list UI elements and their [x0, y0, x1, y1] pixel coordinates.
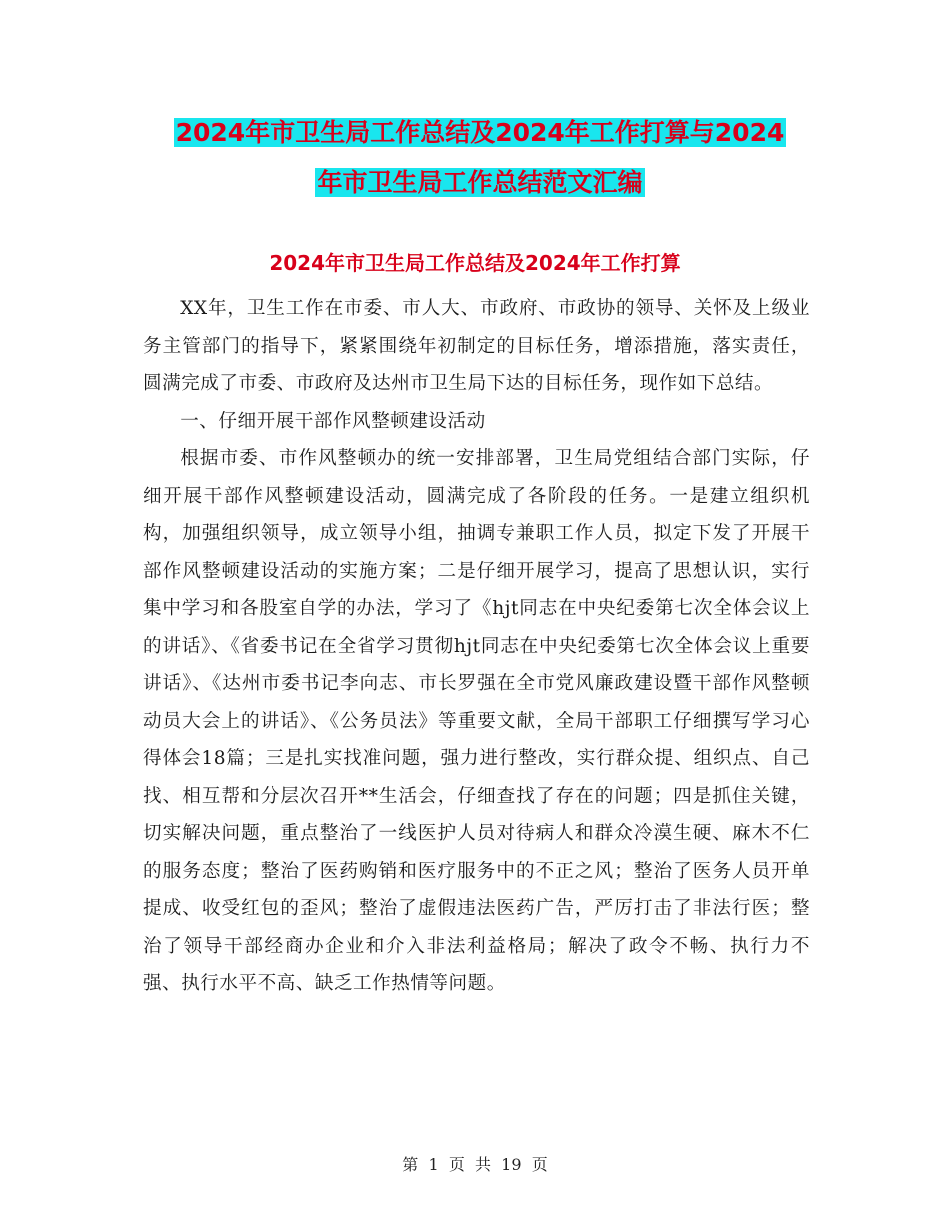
section-heading-1: 一、仔细开展干部作风整顿建设活动 — [180, 410, 486, 432]
paragraph-section-1: 根据市委、市作风整顿办的统一安排部署，卫生局党组结合部门实际，仔细开展干部作风整顿建设活动，圆满完成了各阶段的任务。一是建立组织机构，加强组织领导，成立领导小组，抽调专兼职工作人员，拟定下发了开展干部作风整顿建设活动的实施方案；二是仔细开展学习，提高了思想认识，实行集中学习和各股室自学的办法，学习了《hjt同志在中央纪委第七次全体会议上的讲话》、《省委书记在全省学习贯彻hjt同志在中央纪委第七次全体会议上重要讲话》、《达州市委书记李向志、市长罗强在全市党风廉政建设暨干部作风整顿动员大会上的讲话》、《公务员法》等重要文献，全局干部职工仔细撰写学习心得体会18篇；三是扎实找准问题，强力进行整改，实行群众提、组织点、自己找、相互帮和分层次召开**生活会，仔细查找了存在的问题；四是抓住关键，切实解决问题，重点整治了一线医护人员对待病人和群众冷漠生硬、麻木不仁的服务态度；整治了医药购销和医疗服务中的不正之风；整治了医务人员开单提成、收受红包的歪风；整治了虚假违法医药广告，严厉打击了非法行医；整治了领导干部经商办企业和介入非法利益格局；解决了政令不畅、执行力不强、执行水平不高、缺乏工作热情等问题。 — [143, 448, 810, 994]
page-footer — [0, 1152, 950, 1175]
title-line-2: 年市卫生局工作总结范文汇编 — [317, 168, 643, 197]
document-body — [143, 290, 810, 1003]
document-title — [120, 108, 840, 208]
title-line-1: 2024年市卫生局工作总结及2024年工作打算与2024 — [175, 118, 785, 147]
page-number: 第 1 页 共 19 页 — [402, 1155, 548, 1174]
paragraph-intro: XX年，卫生工作在市委、市人大、市政府、市政协的领导、关怀及上级业务主管部门的指导下，紧紧围绕年初制定的目标任务，增添措施，落实责任，圆满完成了市委、市政府及达州市卫生局下达的目标任务，现作如下总结。 — [143, 298, 810, 394]
section-title: 2024年市卫生局工作总结及2024年工作打算 — [269, 251, 681, 275]
